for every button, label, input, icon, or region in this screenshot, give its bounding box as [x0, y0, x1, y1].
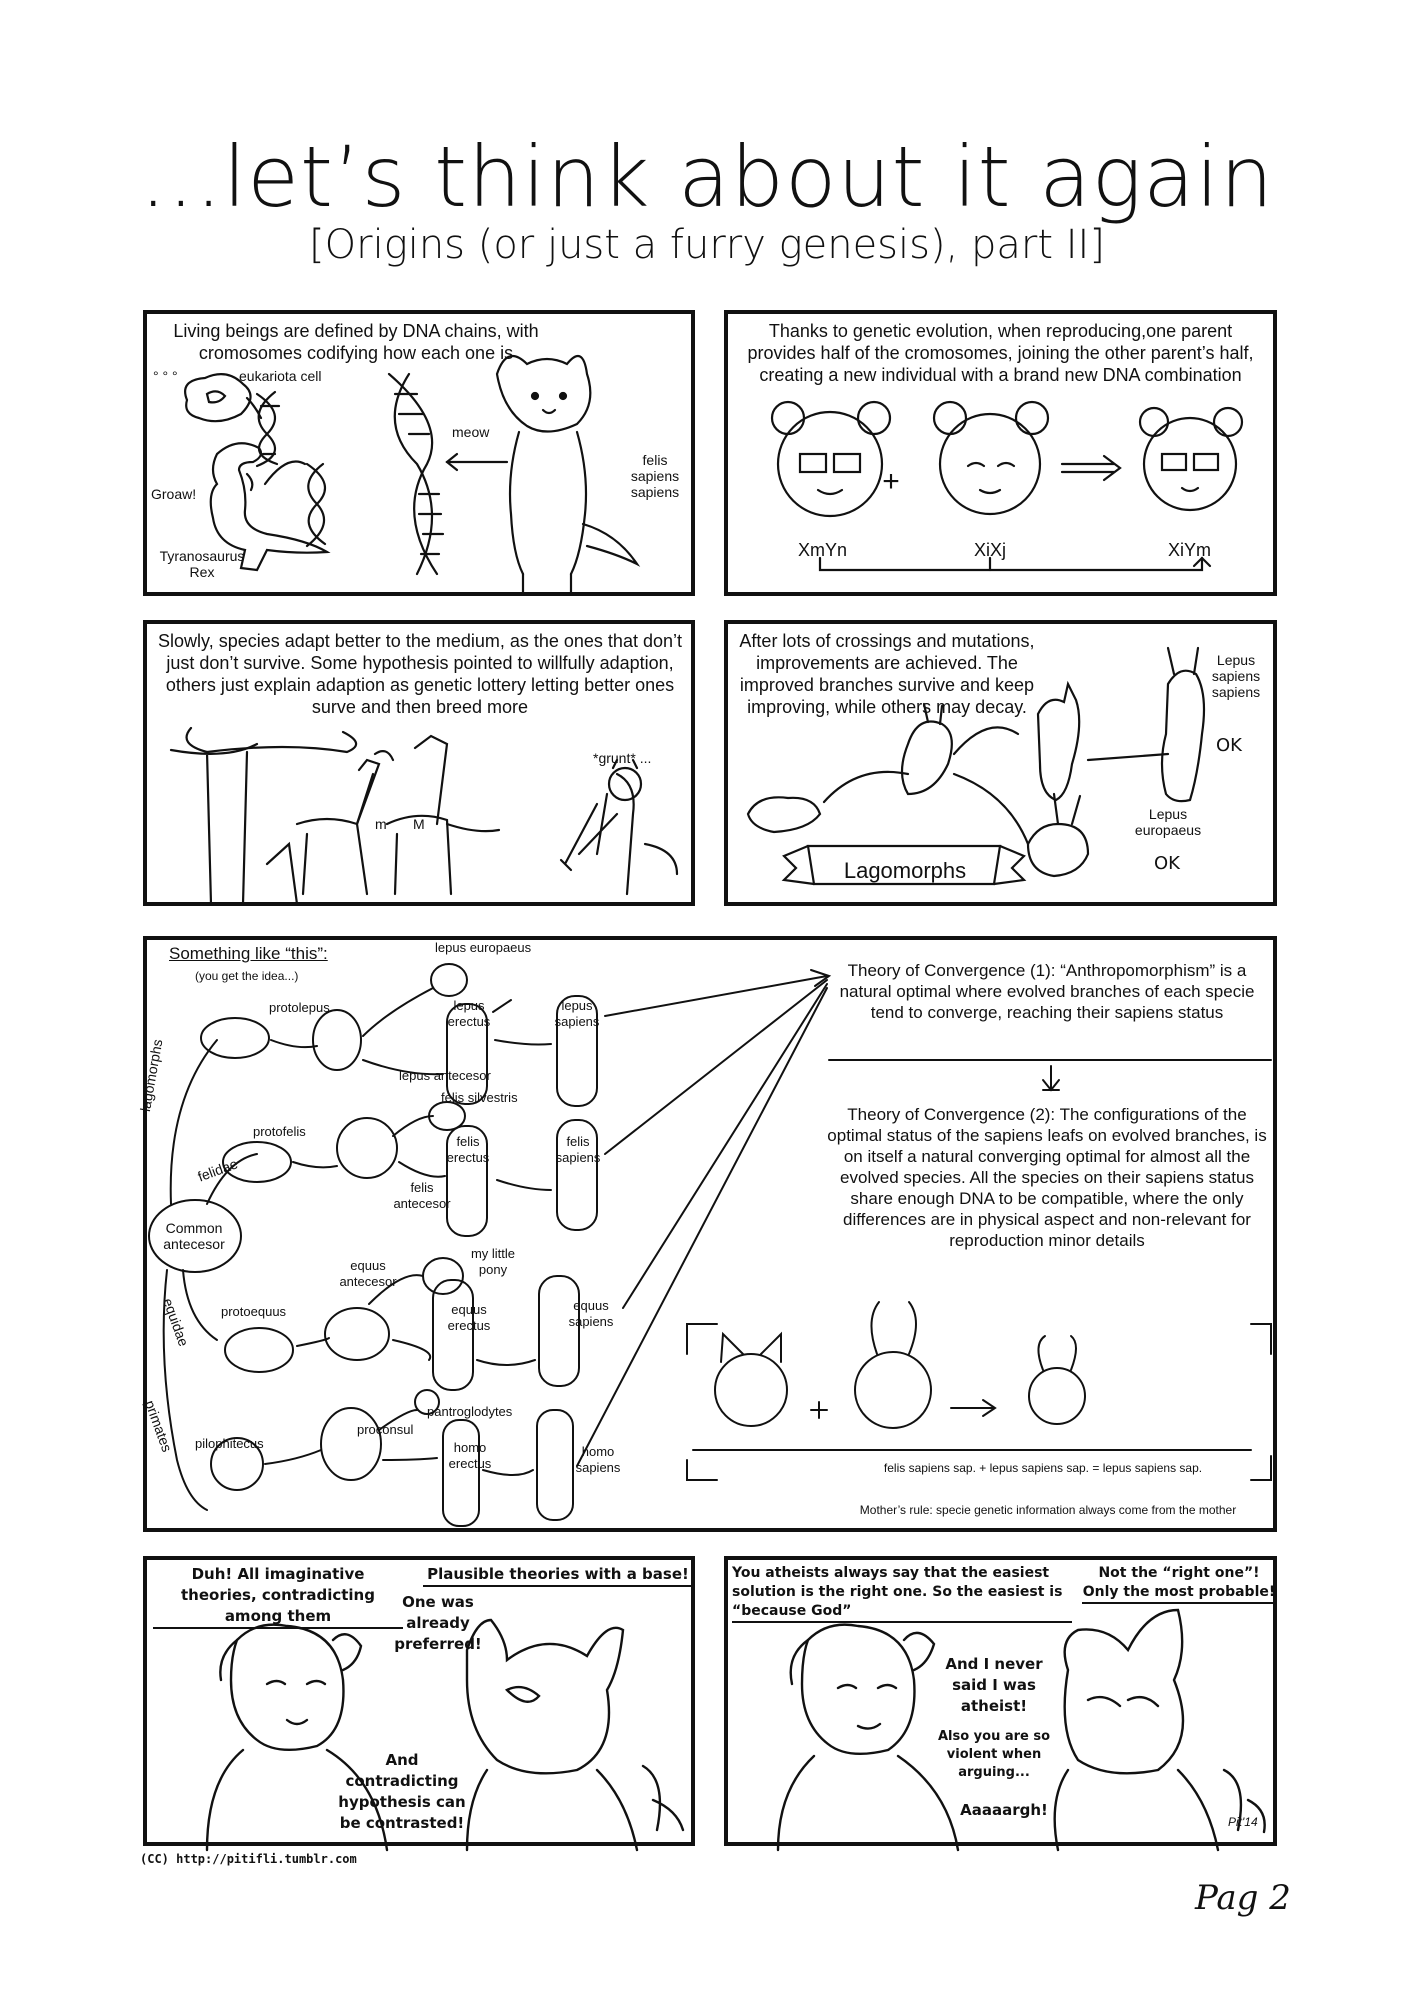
grunt-label: *grunt* ...: [593, 750, 652, 766]
lepus-sapiens-node: lepus sapiens: [554, 998, 600, 1029]
panel-dna: [143, 310, 695, 596]
page-title: ...let’s think about it again: [139, 128, 1275, 226]
lagomorphs-banner: Lagomorphs: [843, 858, 967, 883]
artist-signature: Pit'14: [1228, 1815, 1258, 1829]
branch-lagomorphs: lagomorphs: [137, 1037, 166, 1113]
genotype-father: XmYn: [798, 540, 848, 560]
tree-heading: Something like “this”:: [169, 944, 328, 963]
panel-genetics: [724, 310, 1277, 596]
felis-sapiens-node: felis sapiens: [555, 1134, 601, 1165]
eukariota-label: eukariota cell: [239, 368, 322, 384]
credit-link[interactable]: (CC) http://pitifli.tumblr.com: [140, 1852, 357, 1866]
evolution-tree-illustration: [147, 940, 1281, 1536]
speech-preferred: One was already preferred!: [394, 1593, 482, 1653]
homo-erectus-node: homo erectus: [448, 1440, 492, 1471]
speech-violent: Also you are so violent when arguing...: [937, 1729, 1051, 1780]
giraffes-illustration: [147, 624, 699, 910]
page-subtitle: [Origins (or just a furry genesis), part II]: [309, 222, 1105, 268]
plus-sign: +: [882, 465, 900, 498]
equus-antecesor-node: equus antecesor: [339, 1258, 397, 1289]
speech-aaargh: Aaaaargh!: [960, 1801, 1048, 1819]
panel-lagomorphs-caption: After lots of crossings and mutations, improvements are achieved. The improved branches survive and keep improving, while others may decay.: [739, 631, 1035, 717]
giraffe-big-m-label: M: [413, 816, 425, 832]
ok-bottom-label: OK: [1154, 853, 1180, 874]
groaw-label: Groaw!: [151, 486, 197, 502]
speech-contrasted: And contradicting hypothesis can be contrasted!: [338, 1751, 466, 1832]
felis-label: felis sapiens sapiens: [630, 452, 680, 500]
protoequus-node: protoequus: [221, 1304, 287, 1319]
convergence-equation: felis sapiens sap. + lepus sapiens sap. = lepus sapiens sap.: [883, 1461, 1203, 1475]
equus-sapiens-node: equus sapiens: [568, 1298, 614, 1329]
my-little-pony-node: my little pony: [470, 1246, 516, 1277]
branch-felidae: felidae: [195, 1155, 240, 1185]
giraffe-m-label: m: [375, 816, 387, 832]
panel-convergence: [137, 936, 1277, 1532]
branch-primates: primates: [141, 1398, 176, 1454]
felis-erectus-node: felis erectus: [446, 1134, 490, 1165]
dots-label: ° ° °: [153, 368, 178, 384]
dna-illustration: [147, 314, 699, 600]
pantroglodytes-node: pantroglodytes: [427, 1404, 513, 1419]
family-illustration: [728, 314, 1281, 600]
panel-lagomorphs: [724, 620, 1277, 906]
mothers-rule: Mother’s rule: specie genetic information always come from the mother: [859, 1503, 1237, 1517]
panel-adaption: [143, 620, 695, 906]
lepus-europaeus-label: Lepus europaeus: [1134, 806, 1202, 838]
branch-equidae: equidae: [159, 1296, 193, 1349]
common-antecesor-label: Common antecesor: [163, 1220, 225, 1252]
lepus-erectus-node: lepus erectus: [447, 998, 491, 1029]
page-number: Pag 2: [1195, 1878, 1291, 1918]
ok-top-label: OK: [1216, 735, 1242, 756]
protofelis-node: protofelis: [253, 1124, 306, 1139]
panel-genetics-caption: Thanks to genetic evolution, when reproducing,one parent provides half of the cromosomes, joining the other parent’s half, creating a new individual with a brand new DNA combination: [747, 321, 1254, 385]
panel-dna-caption: Living beings are defined by DNA chains, with cromosomes codifying how each one is: [173, 321, 539, 363]
lepus-antecesor-node: lepus antecesor: [399, 1068, 491, 1083]
panel-adaption-caption: Slowly, species adapt better to the medium, as the ones that don’t just don’t survive. Some hypothesis pointed to willfully adaption, others just explain adaption as genetic lottery letting better ones surve and then breed more: [158, 631, 682, 717]
lepus-europaeus-node: lepus europaeus: [435, 940, 532, 955]
speech-duh: Duh! All imaginative theories, contradicting among them: [153, 1564, 403, 1629]
argument-1-illustration: [147, 1560, 699, 1850]
speech-right-one: Not the “right one”! Only the most probable!: [1082, 1564, 1276, 1604]
argument-2-illustration: [728, 1560, 1281, 1850]
felis-silvestris-node: felis silvestris: [441, 1090, 518, 1105]
trex-label: Tyranosaurus Rex: [159, 548, 245, 580]
speech-never-said: And I never said I was atheist!: [945, 1655, 1043, 1715]
speech-atheists: You atheists always say that the easiest solution is the right one. So the easiest is “because God”: [732, 1564, 1072, 1623]
speech-plausible: Plausible theories with a base!: [423, 1564, 693, 1587]
panel-argument-2: [724, 1556, 1277, 1846]
theory-1-text: Theory of Convergence (1): “Anthropomorphism” is a natural optimal where evolved branches of each specie tend to converge, reaching their sapiens status: [839, 961, 1255, 1022]
homo-sapiens-node: homo sapiens: [575, 1444, 621, 1475]
genotype-child: XiYm: [1168, 540, 1212, 560]
proconsul-node: proconsul: [357, 1422, 414, 1437]
equus-erectus-node: equus erectus: [447, 1302, 491, 1333]
meow-label: meow: [452, 424, 490, 440]
pilophitecus-node: pilophitecus: [195, 1436, 264, 1451]
protolepus-node: protolepus: [269, 1000, 330, 1015]
rabbits-illustration: [728, 624, 1281, 910]
genotype-mother: XiXj: [974, 540, 1007, 560]
lepus-sapiens-label: Lepus sapiens sapiens: [1211, 652, 1261, 700]
felis-antecesor-node: felis antecesor: [393, 1180, 451, 1211]
panel-argument-1: [143, 1556, 695, 1846]
theory-2-text: Theory of Convergence (2): The configurations of the optimal status of the sapiens leafs on evolved branches, is on itself a natural converging optimal for almost all the evolved species. All the species on their sapiens status share enough DNA to be compatible, where the only differences are in physical aspect and non-relevant for reproduction minor details: [827, 1105, 1267, 1250]
tree-subheading: (you get the idea...): [195, 969, 299, 983]
